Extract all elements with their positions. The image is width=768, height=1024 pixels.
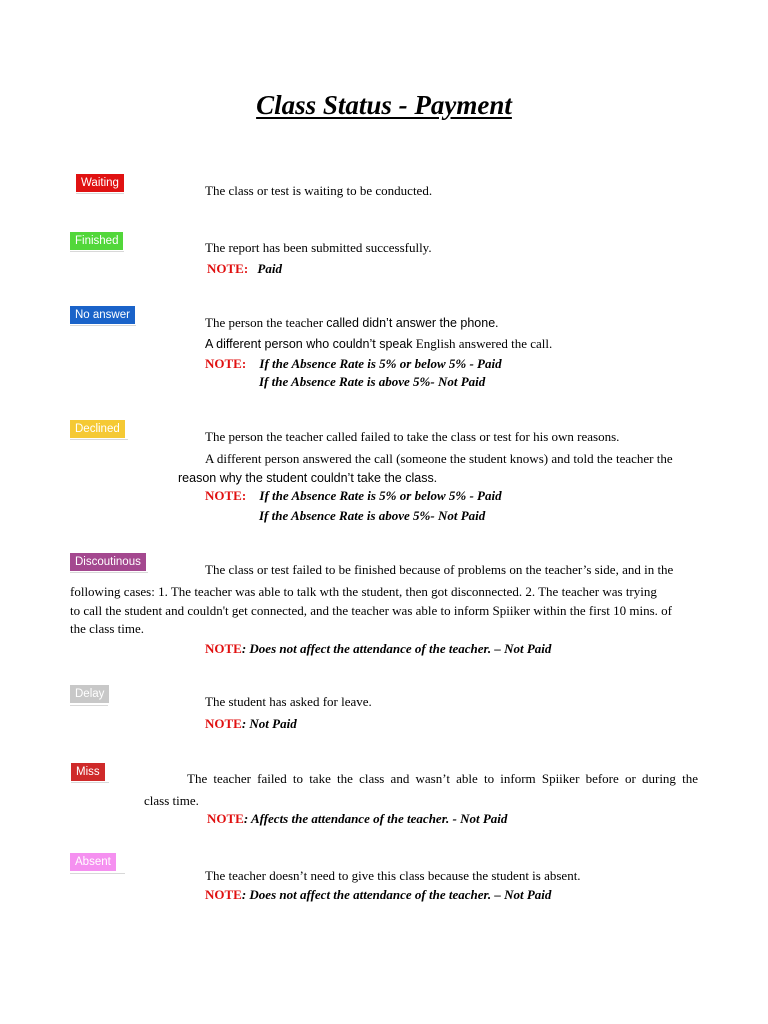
absent-description: The teacher doesn’t need to give this class because the student is absent.	[205, 868, 581, 883]
note-text: : Not Paid	[241, 716, 297, 731]
note-label: NOTE	[207, 811, 244, 826]
status-badge-delay: Delay	[70, 685, 109, 703]
note-label: NOTE:	[205, 488, 247, 503]
badge-underline	[70, 325, 136, 326]
finished-description: The report has been submitted successfully.	[205, 240, 432, 255]
delay-note	[205, 716, 297, 731]
status-badge-finished: Finished	[70, 232, 123, 250]
declined-line-3: reason why the student couldn’t take the class.	[178, 470, 437, 485]
miss-note	[207, 811, 507, 826]
status-badge-no-answer: No answer	[70, 306, 135, 324]
note-text: If the Absence Rate is 5% or below 5% - Paid	[259, 356, 502, 371]
no-answer-line-1: The person the teacher called didn’t answer the phone.	[205, 315, 499, 330]
status-badge-waiting: Waiting	[76, 174, 124, 192]
note-label: NOTE	[205, 641, 242, 656]
status-badge-discontinous: Discoutinous	[70, 553, 146, 571]
miss-line-2: class time.	[144, 793, 199, 808]
waiting-description: The class or test is waiting to be conducted.	[205, 183, 433, 198]
note-text: If the Absence Rate is 5% or below 5% - Paid	[259, 488, 502, 503]
note-text: : Does not affect the attendance of the teacher. – Not Paid	[241, 887, 552, 902]
page-title: Class Status - Payment	[256, 90, 512, 120]
note-label: NOTE:	[205, 356, 247, 371]
badge-underline	[70, 439, 128, 440]
discontinous-note	[205, 641, 551, 656]
badge-underline	[70, 705, 108, 706]
absent-note	[205, 887, 551, 902]
declined-note-2: If the Absence Rate is above 5%- Not Paid	[259, 508, 486, 523]
badge-underline	[71, 782, 109, 783]
no-answer-line-2: A different person who couldn’t speak English answered the call.	[205, 336, 553, 351]
badge-underline	[70, 251, 124, 252]
note-text: : Affects the attendance of the teacher. - Not Paid	[243, 811, 508, 826]
note-label: NOTE	[205, 716, 242, 731]
discontinous-line-2: following cases: 1. The teacher was able to talk wth the student, then got disconnected. 2. The teacher was trying	[70, 584, 657, 599]
note-text: Paid	[257, 261, 282, 276]
badge-underline	[70, 873, 125, 874]
badge-underline	[70, 572, 148, 573]
declined-note-1	[205, 488, 502, 503]
no-answer-note-1	[205, 356, 502, 371]
finished-note	[207, 261, 282, 276]
badge-underline	[76, 193, 124, 194]
no-answer-note-2: If the Absence Rate is above 5%- Not Paid	[259, 374, 486, 389]
discontinous-line-4: the class time.	[70, 621, 145, 636]
status-badge-miss: Miss	[71, 763, 105, 781]
note-text: : Does not affect the attendance of the teacher. – Not Paid	[241, 641, 552, 656]
miss-line-1: The teacher failed to take the class and wasn’t able to inform Spiiker before or during the	[187, 771, 698, 786]
status-badge-declined: Declined	[70, 420, 125, 438]
status-badge-absent: Absent	[70, 853, 116, 871]
discontinous-line-3: to call the student and couldn't get connected, and the teacher was able to inform Spiiker within the first 10 mins. of	[70, 603, 672, 618]
note-label: NOTE:	[207, 261, 249, 276]
discontinous-line-1: The class or test failed to be finished because of problems on the teacher’s side, and in the	[205, 562, 674, 577]
declined-line-1: The person the teacher called failed to take the class or test for his own reasons.	[205, 429, 620, 444]
note-label: NOTE	[205, 887, 242, 902]
delay-description: The student has asked for leave.	[205, 694, 372, 709]
declined-line-2: A different person answered the call (someone the student knows) and told the teacher the	[205, 451, 673, 466]
